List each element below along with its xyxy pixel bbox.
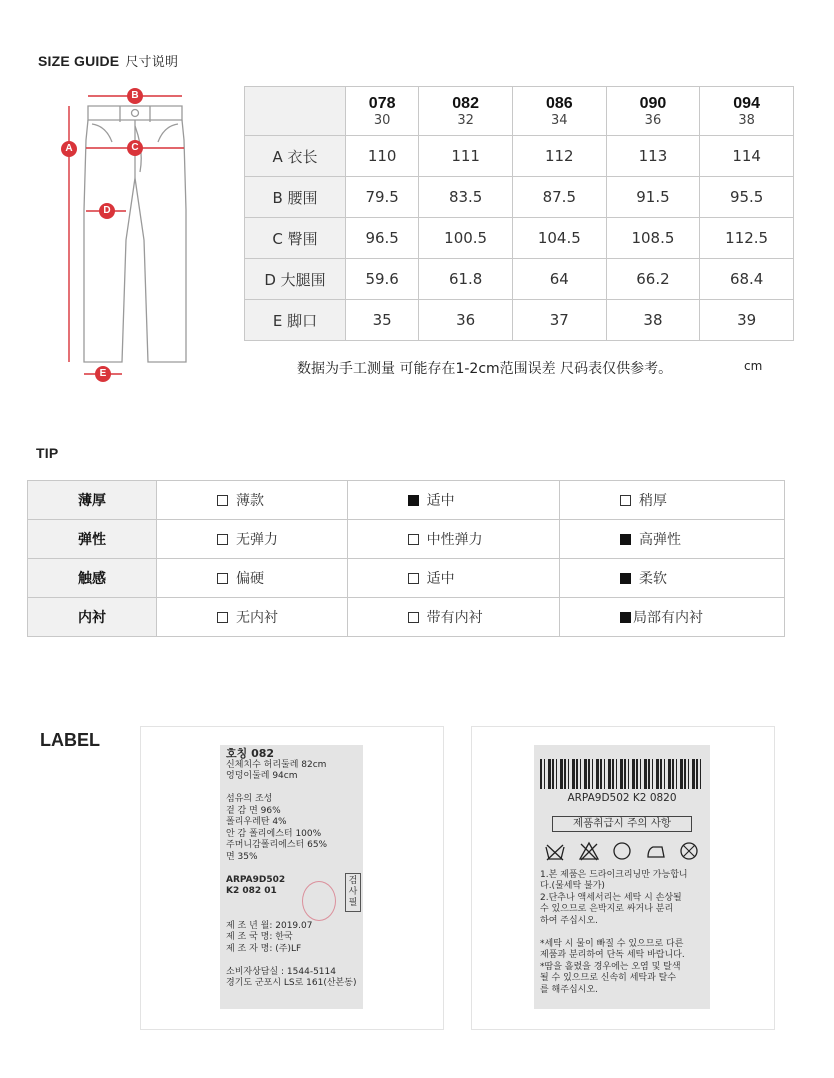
size-table-corner [245,87,346,136]
tag-line: 호칭 082 [226,747,275,760]
table-cell: 39 [700,300,794,341]
tip-option [560,559,785,598]
tip-option-text: 稍厚 [639,493,668,509]
tag-line: 신체치수 허리둘레 82cm [226,759,327,770]
table-cell: 64 [512,259,606,300]
tag-line [540,927,704,939]
table-cell: 114 [700,136,794,177]
tip-row-label: 弹性 [28,520,157,559]
inspection-stamp-icon [302,881,336,921]
size-column-090 [606,87,700,136]
size-code: 090 [639,94,667,112]
tag-line: 겉 감 면 96% [226,805,281,816]
tip-option-text: 局部有内衬 [633,610,704,626]
unchecked-box-icon [217,573,228,584]
checked-box-icon [620,573,631,584]
tip-row-thickness [28,481,785,520]
table-cell: 111 [419,136,513,177]
tag-line: 제 조 국 명: 한국 [226,932,293,942]
tag-line: 경기도 군포시 LS로 161(산본동) [226,978,357,988]
marker-e: E [99,368,107,379]
table-cell: 100.5 [419,218,513,259]
tag-line: *땀을 흘렸을 경우에는 오염 및 탈색 [540,961,681,972]
size-label-photo [140,726,444,1030]
table-cell: 83.5 [419,177,513,218]
size-column-078 [346,87,419,136]
tag-line: 수 있으므로 은박지로 싸거나 분리 [540,904,674,914]
tip-option-text: 无内衬 [236,610,278,626]
marker-b: B [131,90,139,101]
size-table-header-row [245,87,794,136]
row-label-hem: E 脚口 [245,300,346,341]
tag-line: 를 해주십시오. [540,984,598,995]
unchecked-box-icon [620,495,631,506]
tip-option [347,559,559,598]
marker-c: C [131,142,139,153]
size-guide-heading [38,51,178,70]
tag-line: 하여 주십시오. [540,915,598,926]
tag-line: 섬유의 조성 [226,794,273,804]
table-cell: 113 [606,136,700,177]
table-cell: 91.5 [606,177,700,218]
care-symbols [540,838,704,864]
checked-box-icon [620,534,631,545]
row-label-thigh: D 大腿围 [245,259,346,300]
checked-box-icon [408,495,419,506]
dry-clean-icon [611,841,633,861]
table-cell: 108.5 [606,218,700,259]
size-waist: 36 [644,112,662,128]
tip-option [560,481,785,520]
tip-option [347,598,559,637]
table-cell: 112.5 [700,218,794,259]
tip-option [157,481,348,520]
row-label-waist: B 腰围 [245,177,346,218]
iron-icon [645,841,667,861]
tag-line: 제품과 분리하여 단독 세탁 바랍니다. [540,950,685,960]
table-cell: 37 [512,300,606,341]
table-cell: 110 [346,136,419,177]
size-waist: 32 [457,112,474,128]
unchecked-box-icon [217,495,228,506]
tag-line: ARPA9D502 K2 0820 [567,792,677,804]
size-code: 086 [545,94,573,112]
table-row [245,218,794,259]
tip-row-elasticity [28,520,785,559]
pants-diagram [40,80,230,390]
unit-label: cm [744,359,763,373]
size-waist: 38 [738,112,755,128]
tip-option-text: 偏硬 [236,571,264,587]
tip-heading: TIP [36,445,59,461]
table-cell: 112 [512,136,606,177]
table-cell: 35 [346,300,419,341]
care-label-photo [471,726,775,1030]
tag-line [226,955,357,967]
size-waist: 30 [373,112,391,128]
unchecked-box-icon [408,573,419,584]
table-cell: 59.6 [346,259,419,300]
tip-option-text: 高弹性 [639,532,682,548]
table-row [245,136,794,177]
unchecked-box-icon [217,534,228,545]
tip-option-text: 适中 [426,571,455,587]
table-cell: 38 [606,300,700,341]
tip-option [560,520,785,559]
size-code: 082 [452,94,479,112]
table-cell: 79.5 [346,177,419,218]
tag-line [226,783,357,795]
unchecked-box-icon [408,612,419,623]
tag-line: 1.본 제품은 드라이크리닝만 가능합니 [540,869,688,880]
size-column-086 [512,87,606,136]
tag-line: 될 수 있으므로 신속히 세탁과 탈수 [540,973,677,983]
tag-line: 제 조 년 월: 2019.07 [226,920,313,931]
tip-option [347,481,559,520]
table-cell: 95.5 [700,177,794,218]
tip-option [157,559,348,598]
label-heading: LABEL [40,730,100,750]
size-waist: 34 [551,112,568,128]
tag-line: 2.단추나 액세서리는 세탁 시 손상될 [540,892,682,903]
table-cell: 61.8 [419,259,513,300]
tip-option [157,520,348,559]
tag-line [226,863,357,875]
barcode-icon [540,759,704,789]
tag-line: 제 조 자 명: (주)LF [226,943,302,954]
tip-row-touch [28,559,785,598]
no-wring-icon [678,841,700,861]
unchecked-box-icon [408,534,419,545]
tag-line: K2 082 01 [226,886,277,896]
row-label-hips: C 臀围 [245,218,346,259]
table-cell: 66.2 [606,259,700,300]
marker-d: D [103,205,111,216]
tag-line: 면 35% [226,851,258,862]
tag-line: 소비자상담실 : 1544-5114 [226,966,336,977]
no-bleach-icon [578,841,600,861]
tag-line: 엉덩이둘레 94cm [226,771,298,781]
size-code: 094 [733,94,760,112]
table-row [245,300,794,341]
tag-line: *세탁 시 물이 빠질 수 있으므로 다른 [540,938,684,949]
tip-option-text: 无弹力 [236,532,278,548]
tip-row-label: 内衬 [28,598,157,637]
size-column-094 [700,87,794,136]
tag-line: 다.(물세탁 불가) [540,881,605,891]
table-row [245,259,794,300]
tag-line [226,909,357,921]
inspection-box: 검사필 [345,873,361,912]
tag-line: 주머니감폴리에스터 65% [226,840,328,850]
size-table [244,86,794,341]
checked-box-icon [620,612,631,623]
table-cell: 36 [419,300,513,341]
table-cell: 96.5 [346,218,419,259]
size-column-082 [419,87,513,136]
row-label-length: A 衣长 [245,136,346,177]
no-wash-icon [544,841,566,861]
size-code: 078 [368,94,396,112]
tag-line [226,898,357,910]
measurement-note: 数据为手工测量 可能存在1-2cm范围误差 尺码表仅供参考。 [297,361,673,377]
tag-line: 안 감 폴리에스터 100% [226,828,322,839]
tip-option-text: 带有内衬 [426,610,483,626]
tip-row-label: 薄厚 [28,481,157,520]
tip-table [27,480,785,637]
tip-option-text: 适中 [426,493,455,509]
table-cell: 104.5 [512,218,606,259]
tag-line [540,805,704,817]
tip-option-text: 中性弹力 [426,532,483,548]
unchecked-box-icon [217,612,228,623]
tip-option-text: 薄款 [236,493,264,509]
tip-option [157,598,348,637]
tip-row-lining [28,598,785,637]
care-caution-title: 제품취급시 주의 사항 [552,816,692,832]
care-label-tag [534,745,710,1009]
table-row [245,177,794,218]
tag-line: 폴리우레탄 4% [226,817,287,827]
marker-a: A [65,143,73,154]
tip-row-label: 触感 [28,559,157,598]
tip-option [560,598,785,637]
tip-option-text: 柔软 [639,571,668,587]
tip-option [347,520,559,559]
table-cell: 68.4 [700,259,794,300]
table-cell: 87.5 [512,177,606,218]
size-guide-title: SIZE GUIDE [38,53,120,69]
size-guide-subtitle: 尺寸说明 [125,55,179,70]
size-label-tag [220,745,363,1009]
tag-line: ARPA9D502 [226,874,286,885]
